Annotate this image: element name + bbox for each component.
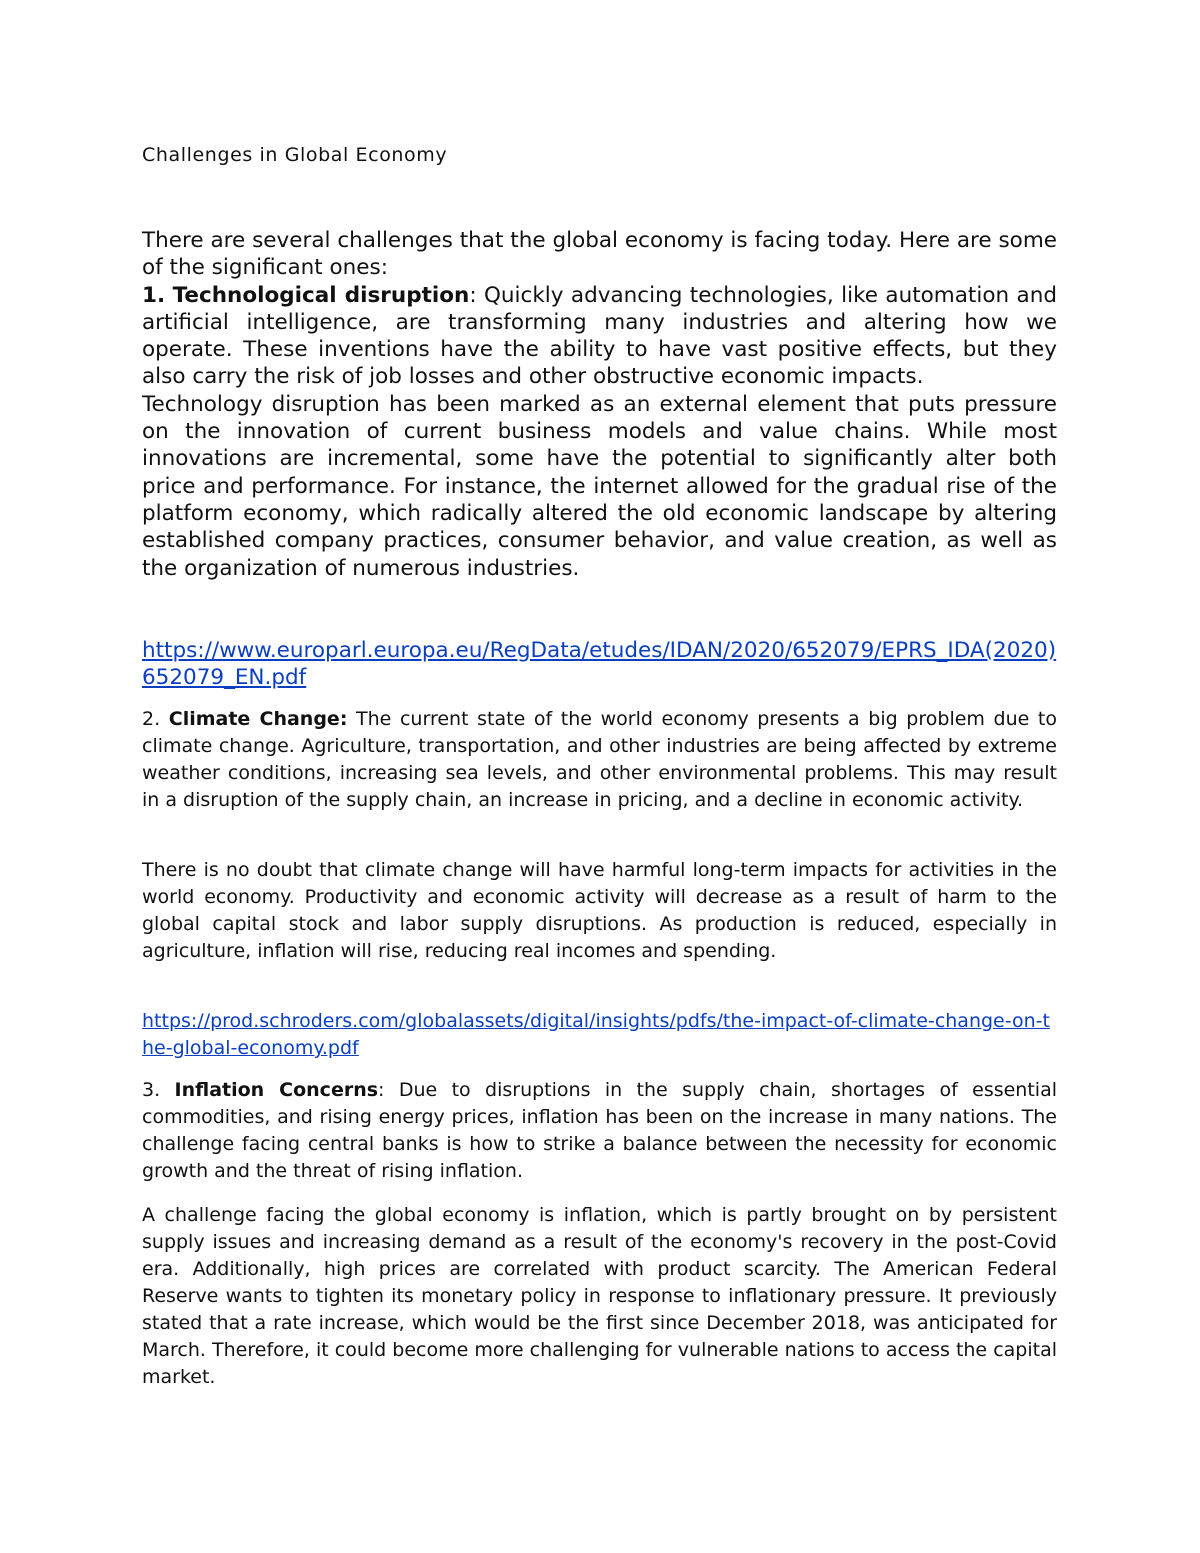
section1-text: : Quickly advancing technologies, like automation and artificial intelligence, are transforming many industries and altering how we operate. These inventions have the ability to have vast positive effects, but they also carry the risk of job losses and other obstructive economic impacts. [142, 282, 1057, 390]
intro-paragraph: There are several challenges that the global economy is facing today. Here are some of the significant ones: [142, 228, 1057, 281]
section2-paragraph2: There is no doubt that climate change will have harmful long-term impacts for activities in the world economy. Productivity and economic activity will decrease as a result of harm to the global capital stock and labor supply disruptions. As production is reduced, especially in agriculture, inflation will rise, reducing real incomes and spending. [142, 859, 1057, 962]
section3-number: 3. [142, 1079, 161, 1101]
section2-heading: Climate Change: [168, 708, 348, 730]
section3-text: : Due to disruptions in the supply chain, shortages of essential commodities, and rising energy prices, inflation has been on the increase in many nations. The challenge facing central banks is how to strike a balance between the necessity for economic growth and the threat of rising inflation. [142, 1079, 1058, 1182]
section2-block [142, 706, 1057, 814]
section1-number: 1. [142, 282, 166, 308]
section3-paragraph2: A challenge facing the global economy is inflation, which is partly brought on by persistent supply issues and increasing demand as a result of the economy's recovery in the post-Covid era. Additionally, high prices are correlated with product scarcity. The American Federal Reserve wants to tighten its monetary policy in response to inflationary pressure. It previously stated that a rate increase, which would be the first since December 2018, was anticipated for March. Therefore, it could become more challenging for vulnerable nations to access the capital market. [142, 1204, 1057, 1388]
section3-heading: Inflation Concerns [174, 1079, 379, 1101]
section1-block [142, 227, 1057, 582]
section1-heading: Technological disruption [172, 282, 470, 308]
section2-number: 2. [142, 708, 161, 730]
section1-paragraph2: Technology disruption has been marked as an external element that puts pressure on the innovation of current business models and value chains. While most innovations are incremental, some have the potential to significantly alter both price and performance. For instance, the internet allowed for the gradual rise of the platform economy, which radically altered the old economic landscape by altering established company practices, consumer behavior, and value creation, as well as the organization of numerous industries. [142, 391, 1057, 581]
section2-source-link[interactable]: https://prod.schroders.com/globalassets/digital/insights/pdfs/the-impact-of-climate-change-on-the-global-economy.pdf [142, 1010, 1050, 1059]
section2-text: The current state of the world economy presents a big problem due to climate change. Agriculture, transportation, and other industries are being affected by extreme weather conditions, increasing sea levels, and other environmental problems. This may result in a disruption of the supply chain, an increase in pricing, and a decline in economic activity. [142, 708, 1058, 811]
document-title: Challenges in Global Economy [142, 144, 448, 166]
section1-source-link[interactable]: https://www.europarl.europa.eu/RegData/etudes/IDAN/2020/652079/EPRS_IDA(2020)652079_EN.pdf [142, 638, 1057, 691]
section3-block [142, 1077, 1057, 1185]
